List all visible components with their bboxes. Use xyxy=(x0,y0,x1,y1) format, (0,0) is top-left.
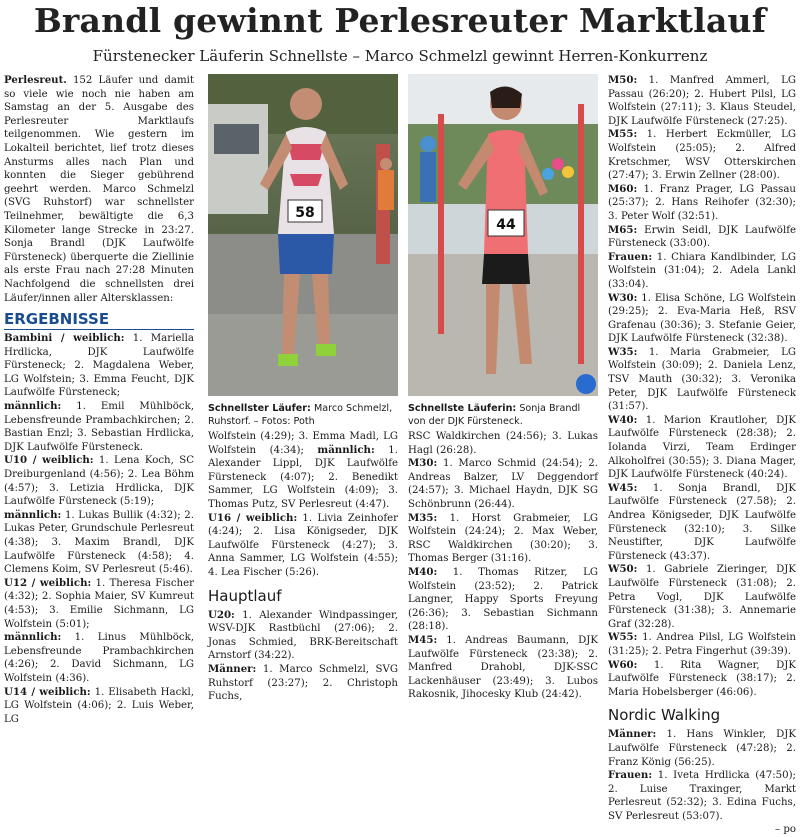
result-category-label: W35: xyxy=(608,345,638,358)
column-2 xyxy=(208,430,398,704)
results-list-nordic xyxy=(608,728,796,823)
column-4 xyxy=(608,74,796,837)
result-text: 1. Franz Prager, LG Passau (25:37); 2. Hans Reihofer (32:30); 3. Peter Wolf (32:51). xyxy=(608,183,796,222)
dateline: Perlesreut. xyxy=(4,74,67,86)
result-entry xyxy=(4,631,194,685)
result-entry xyxy=(408,457,598,511)
caption-left xyxy=(208,402,398,428)
result-entry xyxy=(4,400,194,454)
result-category-label: M45: xyxy=(408,633,438,646)
results-list-col1 xyxy=(4,332,194,726)
results-list-u16 xyxy=(208,512,398,580)
result-category-label: W60: xyxy=(608,658,638,671)
result-entry xyxy=(4,454,194,508)
result-category-label: U16 / weiblich: xyxy=(208,511,298,524)
result-category-label: U10 / weiblich: xyxy=(4,454,94,467)
result-category-label: W45: xyxy=(608,481,638,494)
caption-left-text: Marco Schmelzl, Ruhstorf. – Fotos: Poth xyxy=(208,403,393,427)
caption-left-label: Schnellster Läufer: xyxy=(208,403,311,414)
column-1 xyxy=(4,74,194,726)
result-category-label: M55: xyxy=(608,128,638,141)
caption-right-text: Sonja Brandl von der DJK Fürsteneck. xyxy=(408,403,581,427)
result-category-label: Frauen: xyxy=(608,769,653,782)
result-text: 1. Thomas Ritzer, LG Wolfstein (23:52); 2. Patrick Langner, Happy Sports Freyung (26:36); 3. Sebastian Sichmann (28:18). xyxy=(408,566,598,633)
runner-photo-image-2 xyxy=(408,74,598,396)
result-text: 1. Hans Winkler, DJK Laufwölfe Fürsteneck (47:28); 2. Franz König (56:25). xyxy=(608,729,796,768)
result-text: 1. Horst Grabmeier, LG Wolfstein (24:24); 2. Max Weber, RSC Waldkirchen (30:20); 3. Thomas Berger (31:16). xyxy=(408,512,598,565)
result-entry xyxy=(608,769,796,823)
result-entry xyxy=(4,686,194,727)
result-text: 1. Sonja Brandl, DJK Laufwölfe Fürsteneck (27.58); 2. Andrea Königseder, DJK Laufwölfe Fürsteneck (32:10); 3. Silke Neustifter, DJK Laufwölfe Fürsteneck (43:37). xyxy=(608,482,796,562)
result-category-label: M40: xyxy=(408,565,438,578)
result-text: 1. Lukas Bullik (4:32); 2. Lukas Peter, Grundschule Perlesreut (4:38); 3. Maxim Brandl, DJK Laufwölfe Fürsteneck (4:58); 4. Clemens Koim, SV Perlesreut (5:46). xyxy=(4,509,194,576)
result-text: 1. Elisa Schöne, LG Wolfstein (29:25); 2. Eva-Maria Heß, RSV Grafenau (30:36); 3. Stefanie Geier, DJK Laufwölfe Fürsteneck (32:38). xyxy=(608,292,796,345)
result-text: 1. Marion Krautloher, DJK Laufwölfe Fürsteneck (28:38); 2. Iolanda Virzi, Team Erdinger Alkoholfrei (30:55); 3. Diana Mager, DJK Laufwölfe Fürsteneck (40:24). xyxy=(608,414,796,481)
result-category-label: M60: xyxy=(608,182,638,195)
result-text: Erwin Seidl, DJK Laufwölfe Fürsteneck (33:00). xyxy=(608,224,796,250)
result-entry xyxy=(608,414,796,482)
result-entry xyxy=(608,74,796,128)
result-entry xyxy=(608,482,796,564)
result-category-label: U20: xyxy=(208,608,235,621)
bib-number-44: 44 xyxy=(496,217,516,233)
result-text: 1. Manfred Ammerl, LG Passau (26:20); 2. Hubert Pilsl, LG Wolfstein (27:11); 3. Klaus Steudel, DJK Laufwölfe Fürsteneck (27:25). xyxy=(608,75,796,127)
result-entry xyxy=(4,509,194,577)
nordic-walking-heading: Nordic Walking xyxy=(608,706,721,725)
result-text: 1. Marco Schmelzl, SVG Ruhstorf (23:27); 2. Christoph Fuchs, xyxy=(208,663,398,703)
result-entry xyxy=(408,566,598,634)
result-category-label: Bambini / weiblich: xyxy=(4,332,125,345)
result-entry xyxy=(208,663,398,704)
result-text: 1. Mariella Hrdlicka, DJK Laufwölfe Fürsteneck; 2. Magdalena Weber, LG Wolfstein; 3. Emma Feucht, DJK Laufwölfe Fürsteneck; xyxy=(4,333,195,399)
result-entry xyxy=(608,346,796,414)
result-category-label: M30: xyxy=(408,457,438,470)
result-entry xyxy=(208,430,398,512)
results-list-col3 xyxy=(408,457,598,702)
result-text: 1. Emil Mühlböck, Lebensfreunde Prambachkirchen; 2. Bastian Enzl; 3. Sebastian Hrdlicka, DJK Laufwölfe Fürsteneck. xyxy=(4,401,194,453)
result-entry xyxy=(608,631,796,658)
lead-paragraph xyxy=(4,74,194,305)
result-category-label: männlich: xyxy=(4,508,62,521)
result-category-label: M50: xyxy=(608,74,638,86)
bib-number-58: 58 xyxy=(295,205,315,221)
result-entry xyxy=(4,577,194,631)
result-category-label: W40: xyxy=(608,413,638,426)
result-category-label: männlich: xyxy=(4,400,62,413)
result-category-label: W30: xyxy=(608,291,638,304)
result-entry xyxy=(608,659,796,700)
result-category-label: männlich: xyxy=(4,631,62,644)
result-entry xyxy=(608,292,796,346)
col2-top-text: Wolfstein (4:29); 3. Emma Madl, LG Wolfstein (4:34); xyxy=(208,431,398,456)
result-category-label: W55: xyxy=(608,631,638,644)
hauptlauf-heading: Hauptlauf xyxy=(208,586,282,605)
result-category-label: Männer: xyxy=(208,662,257,675)
caption-right xyxy=(408,402,598,428)
headline: Brandl gewinnt Perlesreuter Marktlauf xyxy=(33,1,767,40)
result-entry xyxy=(208,512,398,580)
result-category-label: W50: xyxy=(608,563,638,576)
result-text: 1. Rita Wagner, DJK Laufwölfe Fürsteneck (38:17); 2. Maria Hobelsberger (46:06). xyxy=(608,659,796,698)
result-text: 1. Marco Schmid (24:54); 2. Andreas Balzer, LV Deggendorf (24:57); 3. Michael Haydn, DJK SG Schönbrunn (26:44). xyxy=(408,458,598,510)
result-text: 1. Theresa Fischer (4:32); 2. Sophia Maier, SV Kumreut (4:53); 3. Emilie Sichmann, LG Wolfstein (5:01); xyxy=(4,577,195,630)
result-text: 1. Alexander Windpassinger, WSV-DJK Rastbüchl (27:06); 2. Jonas Schmied, BRK-Bereitschaft Arnstorf (34:22). xyxy=(208,609,398,662)
result-entry xyxy=(208,609,398,663)
col2-top-rest: 1. Alexander Lippl, DJK Laufwölfe Fürsteneck (4:07); 2. Benedikt Sammer, LG Wolfstein (4:09); 3. Thomas Putz, SV Perlesreut (4:47). xyxy=(208,444,398,510)
result-text: 1. Andreas Baumann, DJK Laufwölfe Fürsteneck (23:38); 2. Manfred Drahobl, DJK-SSC Lackenhäuser (23:49); 3. Lubos Rakosnik, Jihocesky Klub (24:42). xyxy=(408,634,598,701)
photo-fastest-woman xyxy=(408,74,598,396)
subheadline: Fürstenecker Läuferin Schnellste – Marco Schmelzl gewinnt Herren-Konkurrenz xyxy=(92,47,708,65)
result-entry xyxy=(4,332,194,400)
result-text: 1. Livia Zeinhofer (4:24); 2. Lisa Königseder, DJK Laufwölfe Fürsteneck (4:27); 3. Anna Sammer, LG Wolfstein (4:55); 4. Lea Fischer (5:26). xyxy=(208,512,398,578)
result-text: 1. Gabriele Zieringer, DJK Laufwölfe Fürsteneck (31:08); 2. Petra Vogl, DJK Laufwölfe Fürsteneck (31:38); 3. Annemarie Graf (32:28). xyxy=(608,564,796,630)
result-entry xyxy=(608,728,796,769)
caption-right-label: Schnellste Läuferin: xyxy=(408,403,517,414)
result-entry xyxy=(608,183,796,224)
result-entry xyxy=(608,128,796,182)
result-category-label: U14 / weiblich: xyxy=(4,685,91,698)
result-entry xyxy=(608,251,796,292)
lead-text: 152 Läufer und damit so viele wie noch nie haben am Samstag an der 5. Ausgabe des Perlesreuter Marktlaufs teilgenommen. Wie gestern im Lokalteil berichtet, lief trotz dieses Ansturms alles nach Plan und konnten die Sieger gebührend geehrt werden. Marco Schmelzl (SVG Ruhstorf) war schnellster Teilnehmer, bewältigte die 6,3 Kilometer lange Strecke in 23:27. Sonja Brandl (DJK Laufwölfe Fürsteneck) überquerte die Ziellinie als erste Frau nach 27:28 Minuten Nachfolgend die schnellsten drei Läufer/innen aller Altersklassen: xyxy=(4,75,194,304)
result-category-label: M65: xyxy=(608,223,638,236)
result-entry xyxy=(608,224,796,251)
col2-top-label: männlich: xyxy=(317,443,375,456)
result-entry: RSC Waldkirchen (24:56); 3. Lukas Hagl (26:28). xyxy=(408,431,598,456)
results-list-col4 xyxy=(608,74,796,699)
result-category-label: Frauen: xyxy=(608,250,653,263)
results-list-hauptlauf xyxy=(208,609,398,704)
result-entry xyxy=(608,563,796,631)
result-text: 1. Elisabeth Hackl, LG Wolfstein (4:06); 2. Luis Weber, LG xyxy=(4,686,195,725)
result-text: 1. Iveta Hrdlicka (47:50); 2. Luise Traxinger, Markt Perlesreut (52:32); 3. Edina Fuchs, SV Perlesreut (53:07). xyxy=(608,770,796,822)
result-category-label: U12 / weiblich: xyxy=(4,576,92,589)
result-text: 1. Linus Mühlböck, Lebensfreunde Prambachkirchen (4:26); 2. David Sichmann, LG Wolfstein (4:36). xyxy=(4,632,194,684)
photo-fastest-man xyxy=(208,74,398,396)
result-entry xyxy=(408,512,598,566)
result-text: 1. Maria Grabmeier, LG Wolfstein (30:09); 2. Daniela Lenz, TSV Mauth (30:32); 3. Veronika Peter, DJK Laufwölfe Fürsteneck (31:57). xyxy=(608,346,796,413)
results-heading: ERGEBNISSE xyxy=(4,309,194,330)
author-sign: – po xyxy=(775,824,796,836)
runner-photo-image xyxy=(208,74,398,396)
result-text: 1. Chiara Kandlbinder, LG Wolfstein (31:04); 2. Adela Lankl (33:04). xyxy=(608,251,796,290)
result-text: 1. Lena Koch, SC Dreiburgenland (4:56); 2. Lea Böhm (4:57); 3. Letizia Hrdlicka, DJK Laufwölfe Fürsteneck (5:19); xyxy=(4,455,195,508)
result-entry xyxy=(408,634,598,702)
result-category-label: M35: xyxy=(408,511,438,524)
column-3 xyxy=(408,430,598,702)
result-text: 1. Andrea Pilsl, LG Wolfstein (31:25); 2. Petra Fingerhut (39:39). xyxy=(608,632,796,657)
result-category-label: Männer: xyxy=(608,728,657,741)
result-text: 1. Herbert Eckmüller, LG Wolfstein (25:05); 2. Alfred Kretschmer, WSV Otterskirchen (27:47); 3. Erwin Zellner (28:00). xyxy=(608,129,796,182)
